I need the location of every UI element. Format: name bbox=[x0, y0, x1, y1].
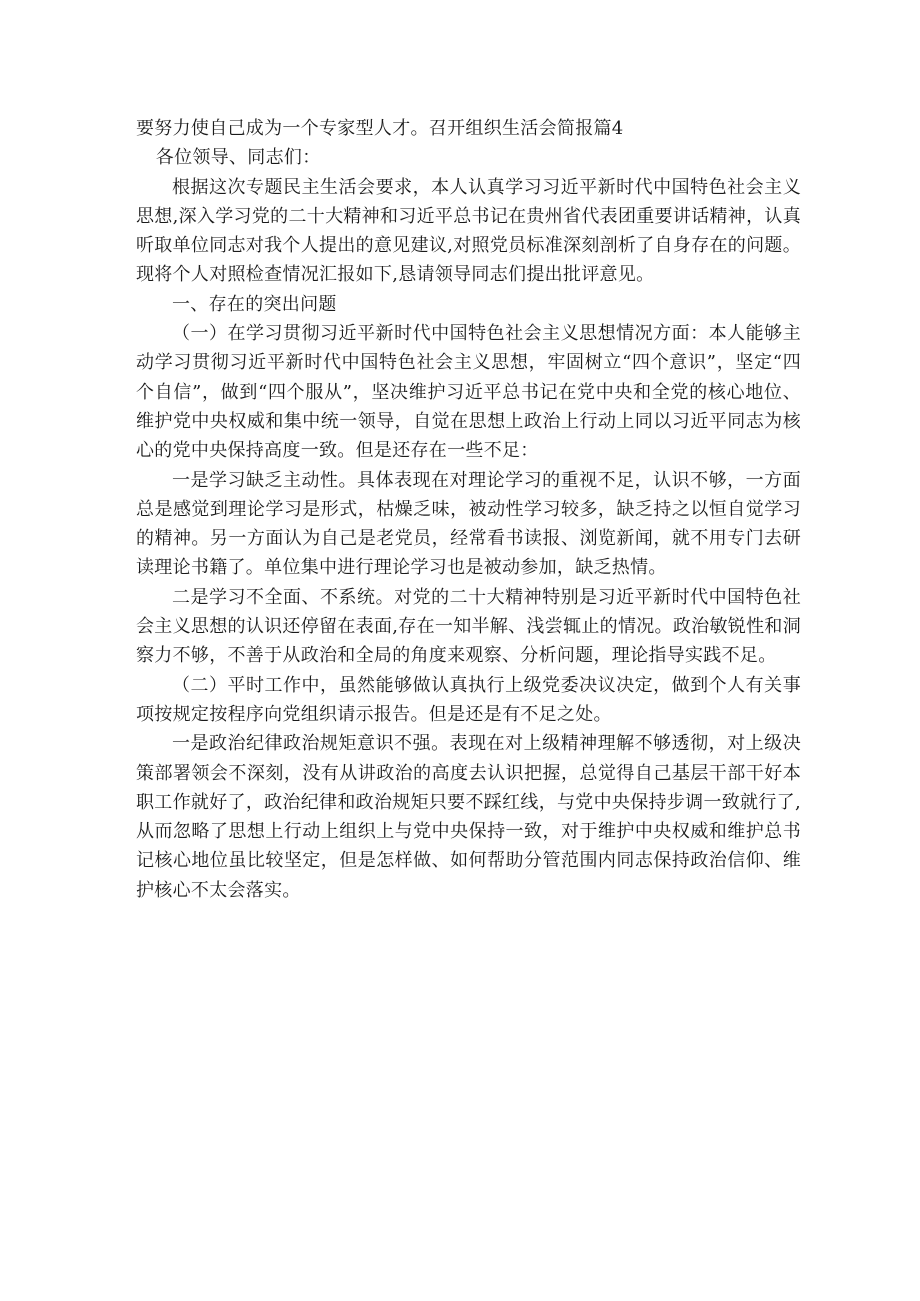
document-body bbox=[136, 114, 801, 905]
paragraph-salutation: 各位领导、同志们： bbox=[155, 147, 321, 169]
paragraph-item-1: （一）在学习贯彻习近平新时代中国特色社会主义思想情况方面：本人能够主动学习贯彻习近平新时代中国特色社会主义思想，牢固树立“四个意识”，坚定“四个自信”，做到“四个服从”，坚决维护习近平总书记在党中央和全党的核心地位、维护党中央权威和集中统一领导，自觉在思想上政治上行动上同以习近平同志为核心的党中央保持高度一致。但是还存在一些不足： bbox=[136, 323, 801, 462]
paragraph-point-3: 一是政治纪律政治规矩意识不强。表现在对上级精神理解不够透彻，对上级决策部署领会不深刻，没有从讲政治的高度去认识把握，总觉得自己基层干部干好本职工作就好了，政治纪律和政治规矩只要不踩红线，与党中央保持步调一致就行了,从而忽略了思想上行动上组织上与党中央保持一致，对于维护中央权威和维护总书记核心地位虽比较坚定，但是怎样做、如何帮助分管范围内同志保持政治信仰、维护核心不太会落实。 bbox=[136, 733, 801, 901]
paragraph-intro: 根据这次专题民主生活会要求，本人认真学习习近平新时代中国特色社会主义思想,深入学习党的二十大精神和习近平总书记在贵州省代表团重要讲话精神，认真听取单位同志对我个人提出的意见建议,对照党员标准深刻剖析了自身存在的问题。现将个人对照检查情况汇报如下,恳请领导同志们提出批评意见。 bbox=[136, 176, 801, 286]
paragraph-point-2: 二是学习不全面、不系统。对党的二十大精神特别是习近平新时代中国特色社会主义思想的认识还停留在表面,存在一知半解、浅尝辄止的情况。政治敏锐性和洞察力不够，不善于从政治和全局的角度来观察、分析问题，理论指导实践不足。 bbox=[136, 586, 801, 667]
paragraph-point-1: 一是学习缺乏主动性。具体表现在对理论学习的重视不足，认识不够，一方面总是感觉到理论学习是形式，枯燥乏味，被动性学习较多，缺乏持之以恒自觉学习的精神。另一方面认为自己是老党员，经常看书读报、浏览新闻，就不用专门去研读理论书籍了。单位集中进行理论学习也是被动参加，缺乏热情。 bbox=[136, 469, 801, 579]
section-heading: 一、存在的突出问题 bbox=[172, 293, 337, 315]
paragraph-closing-line: 要努力使自己成为一个专家型人才。召开组织生活会简报篇4 bbox=[136, 118, 624, 139]
paragraph-item-2: （二）平时工作中，虽然能够做认真执行上级党委决议决定，做到个人有关事项按规定按程序向党组织请示报告。但是还是有不足之处。 bbox=[136, 674, 801, 725]
